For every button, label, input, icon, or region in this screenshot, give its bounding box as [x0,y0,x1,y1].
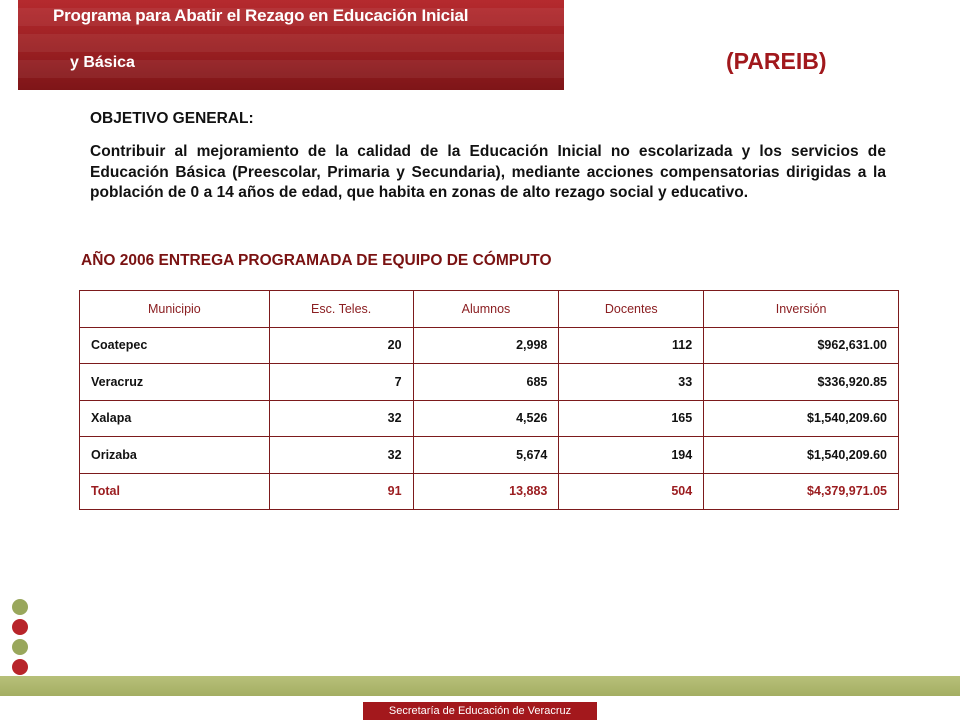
delivery-table [79,290,899,510]
green-dot-icon [12,639,28,655]
program-acronym: (PAREIB) [726,48,827,74]
cell-inversion: $1,540,209.60 [704,400,899,437]
cell-docentes: 112 [559,327,704,364]
cell-docentes: 33 [559,364,704,401]
cell-alumnos: 4,526 [413,400,559,437]
cell-alumnos: 685 [413,364,559,401]
table-total-row [80,473,899,510]
program-title-line1: Programa para Abatir el Rezago en Educación Inicial [53,6,469,25]
red-dot-icon [12,619,28,635]
objective-label: OBJETIVO GENERAL: [90,110,254,127]
cell-docentes: 194 [559,437,704,474]
cell-inversion: $336,920.85 [704,364,899,401]
cell-docentes: 165 [559,400,704,437]
cell-total-esc-teles: 91 [269,473,413,510]
cell-esc-teles: 7 [269,364,413,401]
cell-municipio: Orizaba [80,437,270,474]
cell-municipio: Veracruz [80,364,270,401]
banner-stripe [18,34,564,52]
cell-esc-teles: 32 [269,400,413,437]
cell-inversion: $962,631.00 [704,327,899,364]
table-header-row [80,291,899,328]
cell-total-inversion: $4,379,971.05 [704,473,899,510]
table-row [80,400,899,437]
cell-total-label: Total [80,473,270,510]
bottom-band [0,676,960,696]
cell-esc-teles: 32 [269,437,413,474]
header-alumnos: Alumnos [413,291,559,328]
table-row [80,437,899,474]
section-title: AÑO 2006 ENTREGA PROGRAMADA DE EQUIPO DE CÓMPUTO [81,252,552,269]
cell-alumnos: 2,998 [413,327,559,364]
program-title-line2: y Básica [70,54,135,71]
header-docentes: Docentes [559,291,704,328]
header-inversion: Inversión [704,291,899,328]
green-dot-icon [12,599,28,615]
cell-total-docentes: 504 [559,473,704,510]
decorative-dots [12,599,28,679]
header-municipio: Municipio [80,291,270,328]
cell-municipio: Xalapa [80,400,270,437]
header-banner [18,0,564,90]
red-dot-icon [12,659,28,675]
table-row [80,364,899,401]
cell-alumnos: 5,674 [413,437,559,474]
header-esc-teles: Esc. Teles. [269,291,413,328]
cell-inversion: $1,540,209.60 [704,437,899,474]
cell-municipio: Coatepec [80,327,270,364]
table-row [80,327,899,364]
cell-total-alumnos: 13,883 [413,473,559,510]
objective-text: Contribuir al mejoramiento de la calidad de la Educación Inicial no escolarizada y los servicios de Educación Básica (Preescolar, Primaria y Secundaria), mediante acciones compensatorias dirigidas a la población de 0 a 14 años de edad, que habita en zonas de alto rezago social y educativo. [90,143,886,201]
cell-esc-teles: 20 [269,327,413,364]
footer-label: Secretaría de Educación de Veracruz [363,702,597,720]
